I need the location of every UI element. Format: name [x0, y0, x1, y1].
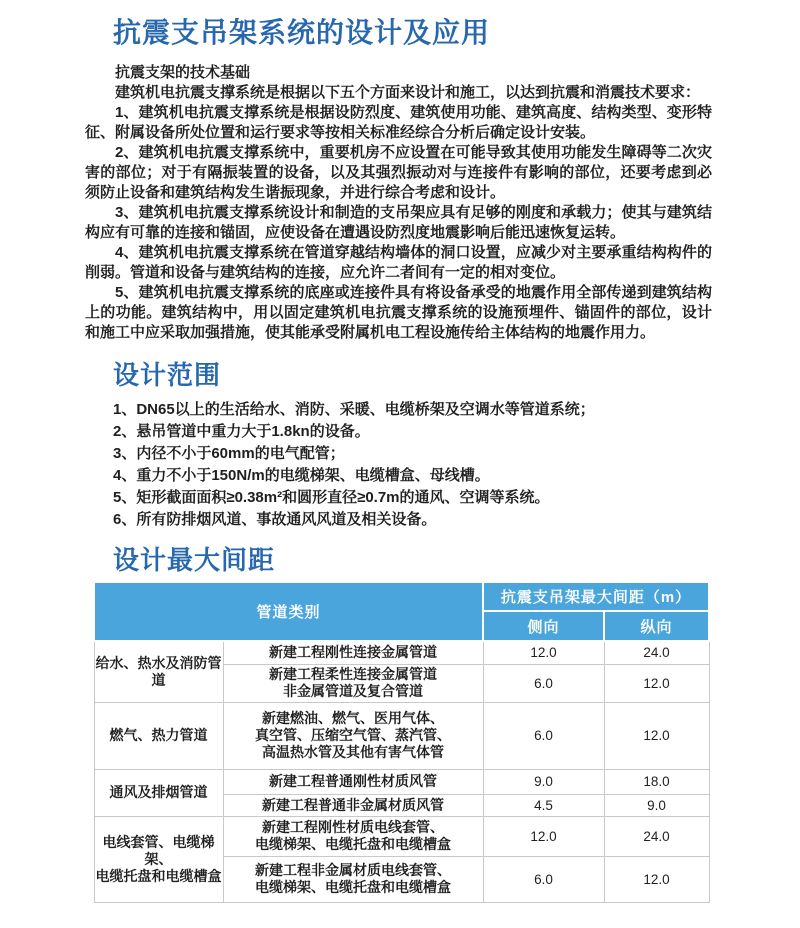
desc-line: 电缆梯架、电缆托盘和电缆槽盒 — [255, 836, 451, 852]
desc-line: 新建工程柔性连接金属管道 — [269, 666, 437, 682]
value-cell-longitudinal: 12.0 — [604, 856, 709, 902]
intro-paragraph: 2、建筑机电抗震支撑系统中，重要机房不应设置在可能导致其使用功能发生障碍等二次灾害的部位；对于有隔振装置的设备，以及其强烈振动对与连接件有影响的部位，还要考虑到必须防止设备和建筑结构发生谐振现象，并进行综合考虑和设计。 — [85, 144, 712, 201]
intro-paragraph: 4、建筑机电抗震支撑系统在管道穿越结构墙体的洞口设置，应减少对主要承重结构构件的削弱。管道和设备与建筑结构的连接，应允许二者间有一定的相对变位。 — [85, 244, 712, 281]
scope-list-item: 1、DN65以上的生活给水、消防、采暖、电缆桥架及空调水等管道系统； — [113, 401, 595, 418]
header-cell-lateral: 侧向 — [483, 611, 604, 641]
category-line: 给水、热水及消防管道 — [95, 654, 222, 688]
value-cell-lateral: 12.0 — [483, 641, 604, 664]
design-scope-list — [85, 399, 712, 531]
intro-paragraph: 1、建筑机电抗震支撑系统是根据设防烈度、建筑使用功能、建筑高度、结构类型、变形特征、附属设备所处位置和运行要求等按相关标准经综合分析后确定设计安装。 — [85, 104, 712, 141]
scope-list-item: 5、矩形截面面积≥0.38m²和圆形直径≥0.7m的通风、空调等系统。 — [113, 489, 550, 506]
desc-cell — [223, 702, 483, 769]
table-row — [94, 816, 709, 856]
scope-list-item: 4、重力不小于150N/m的电缆梯架、电缆槽盒、母线槽。 — [113, 467, 490, 484]
category-cell — [94, 816, 223, 902]
value-cell-longitudinal: 24.0 — [604, 816, 709, 856]
desc-line: 非金属管道及复合管道 — [283, 683, 423, 699]
category-cell — [94, 641, 223, 702]
scope-list-item: 3、内径不小于60mm的电气配管； — [113, 445, 345, 462]
desc-cell — [223, 856, 483, 902]
section-heading-design-scope: 设计范围 — [113, 360, 222, 390]
value-cell-longitudinal: 18.0 — [604, 769, 709, 794]
category-cell — [94, 702, 223, 769]
table-row — [94, 769, 709, 794]
desc-cell — [223, 641, 483, 664]
intro-section — [85, 63, 712, 343]
desc-line: 新建燃油、燃气、医用气体、 — [262, 710, 444, 726]
value-cell-lateral: 9.0 — [483, 769, 604, 794]
section-heading-max-spacing: 设计最大间距 — [113, 545, 276, 575]
value-cell-lateral: 4.5 — [483, 794, 604, 816]
value-cell-longitudinal: 24.0 — [604, 641, 709, 664]
desc-line: 新建工程普通刚性材质风管 — [269, 773, 437, 789]
intro-paragraph: 抗震支架的技术基础 — [115, 64, 251, 81]
value-cell-lateral: 6.0 — [483, 856, 604, 902]
table-row — [94, 641, 709, 664]
value-cell-lateral: 12.0 — [483, 816, 604, 856]
category-line: 通风及排烟管道 — [109, 784, 208, 800]
header-cell-max-spacing: 抗震支吊架最大间距（m） — [483, 582, 709, 611]
document-page — [0, 16, 800, 903]
max-spacing-table — [93, 581, 710, 903]
category-line: 电缆托盘和电缆槽盒 — [95, 867, 222, 884]
table-row — [94, 702, 709, 769]
header-cell-longitudinal: 纵向 — [604, 611, 709, 641]
category-line: 电线套管、电缆梯架、 — [102, 833, 215, 867]
page-title: 抗震支吊架系统的设计及应用 — [113, 17, 491, 48]
header-cell-pipe-category: 管道类别 — [94, 582, 483, 641]
scope-list-item: 6、所有防排烟风道、事故通风风道及相关设备。 — [113, 511, 437, 528]
desc-cell — [223, 769, 483, 794]
desc-line: 新建工程刚性连接金属管道 — [269, 644, 437, 661]
scope-list-item: 2、悬吊管道中重力大于1.8kn的设备。 — [113, 423, 370, 440]
desc-cell — [223, 794, 483, 816]
value-cell-longitudinal: 12.0 — [604, 702, 709, 769]
intro-paragraph: 5、建筑机电抗震支撑系统的底座或连接件具有将设备承受的地震作用全部传递到建筑结构上的功能。建筑结构中，用以固定建筑机电抗震支撑系统的设施预埋件、锚固件的部位，设计和施工中应采取加强措施，使其能承受附属机电工程设施传给主体结构的地震作用力。 — [85, 284, 712, 341]
desc-line: 新建工程普通非金属材质风管 — [262, 796, 444, 813]
category-line: 燃气、热力管道 — [109, 727, 208, 743]
value-cell-longitudinal: 9.0 — [604, 794, 709, 816]
value-cell-lateral: 6.0 — [483, 664, 604, 702]
desc-cell — [223, 664, 483, 702]
intro-paragraph: 3、建筑机电抗震支撑系统设计和制造的支吊架应具有足够的刚度和承载力；使其与建筑结构应有可靠的连接和锚固，应使设备在遭遇设防烈度地震影响后能迅速恢复运转。 — [85, 204, 712, 241]
desc-line: 高温热水管及其他有害气体管 — [262, 744, 444, 760]
desc-line: 电缆梯架、电缆托盘和电缆槽盒 — [255, 879, 451, 895]
desc-line: 新建工程刚性材质电线套管、 — [262, 819, 444, 835]
desc-cell — [223, 816, 483, 856]
value-cell-lateral: 6.0 — [483, 702, 604, 769]
desc-line: 真空管、压缩空气管、蒸汽管、 — [255, 727, 451, 743]
category-cell — [94, 769, 223, 816]
desc-line: 新建工程非金属材质电线套管、 — [255, 862, 451, 878]
intro-paragraph: 建筑机电抗震支撑系统是根据以下五个方面来设计和施工，以达到抗震和消震技术要求： — [115, 84, 701, 101]
value-cell-longitudinal: 12.0 — [604, 664, 709, 702]
